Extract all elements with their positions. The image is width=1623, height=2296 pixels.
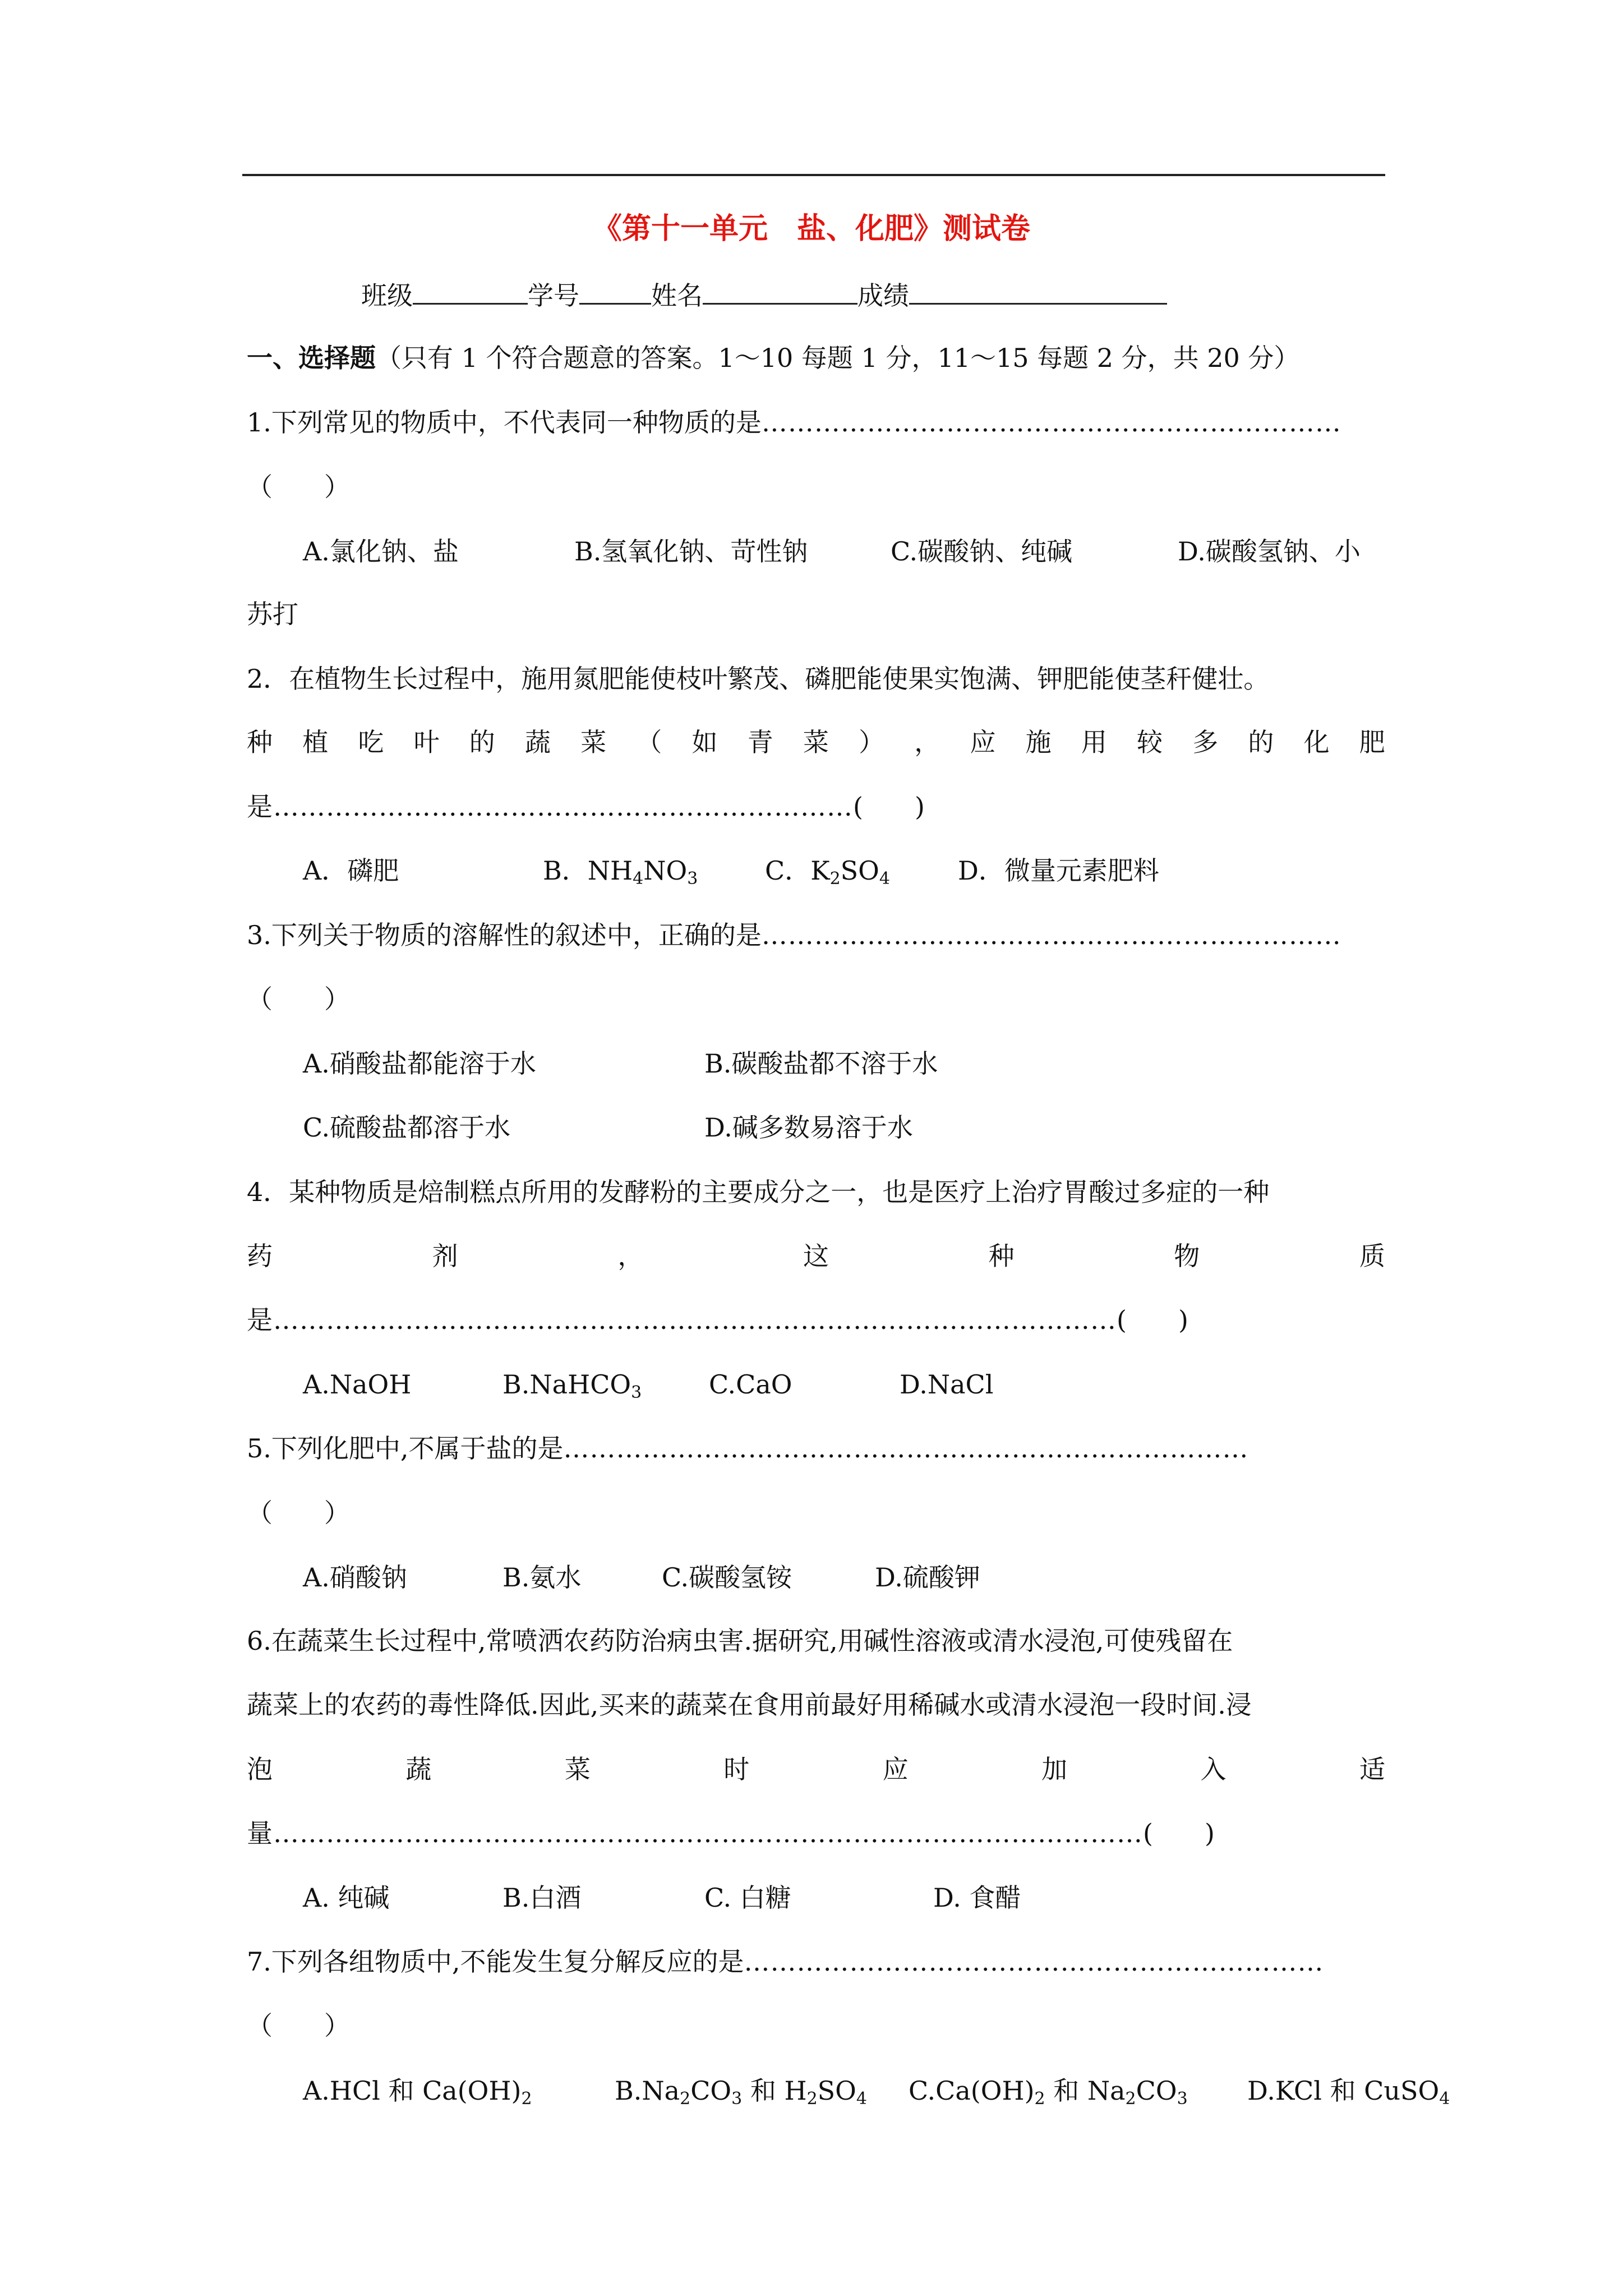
header-rule xyxy=(242,174,1385,176)
q2-char: 施 xyxy=(1025,727,1052,757)
question-4-line-2 xyxy=(247,1235,1385,1277)
q2-char: 的 xyxy=(1248,727,1274,757)
leader-dots: ………………………………………………………… xyxy=(761,920,1341,950)
q1-option-c: C.碳酸钠、纯碱 xyxy=(891,536,1073,567)
q6-char: 适 xyxy=(1359,1754,1385,1784)
number-blank[interactable] xyxy=(579,274,651,305)
question-6-line-4 xyxy=(247,1812,1215,1854)
q6-option-b: B.白酒 xyxy=(502,1883,582,1913)
answer-paren-6[interactable]: ( ) xyxy=(1143,1818,1215,1848)
q7-option-b: $B.Na_2CO_3$ 和 $H_2SO_4$ xyxy=(615,2076,867,2109)
q4-char: 质 xyxy=(1359,1241,1385,1271)
q4-option-d: D.NaCl xyxy=(900,1369,994,1400)
q4-char: 剂 xyxy=(432,1241,458,1271)
question-6-line-1: 6.在蔬菜生长过程中,常喷洒农药防治病虫害.据研究,用碱性溶液或清水浸泡,可使残留在 xyxy=(247,1626,1233,1656)
q1-option-b: B.氢氧化钠、苛性钠 xyxy=(574,536,808,567)
score-label: 成绩 xyxy=(857,280,909,311)
q7-option-a: A.HCl 和 $Ca(OH)_2$ xyxy=(303,2076,532,2109)
q2-option-d: D．微量元素肥料 xyxy=(958,855,1159,886)
q4-option-a: A.NaOH xyxy=(303,1369,412,1400)
question-7-text: 7.下列各组物质中,不能发生复分解反应的是 xyxy=(247,1947,744,1977)
q6-char: 时 xyxy=(723,1754,750,1784)
q5-option-c: C.碳酸氢铵 xyxy=(662,1562,792,1593)
q2-char: 应 xyxy=(970,727,996,757)
number-label: 学号 xyxy=(528,280,579,311)
q3-option-d: D.碱多数易溶于水 xyxy=(704,1112,913,1143)
q2-char: 多 xyxy=(1192,727,1219,757)
q6-char: 蔬 xyxy=(405,1754,432,1784)
leader-dots: 是………………………………………………………… xyxy=(247,792,853,822)
q5-option-d: D.硫酸钾 xyxy=(875,1562,980,1593)
q2-char: 青 xyxy=(747,727,773,757)
q6-option-d: D. 食醋 xyxy=(933,1883,1021,1913)
page-title: 《第十一单元 盐、化肥》测试卷 xyxy=(592,212,1030,246)
q2-char: ） xyxy=(859,727,885,757)
q7-option-d: D.KCl 和 CuSO$_4$ xyxy=(1247,2076,1450,2109)
question-2-line-1: 2．在植物生长过程中，施用氮肥能使枝叶繁茂、磷肥能使果实饱满、钾肥能使茎秆健壮。 xyxy=(247,664,1270,694)
leader-dots: …………………………………………………………………… xyxy=(563,1433,1249,1464)
q4-char: 物 xyxy=(1174,1241,1200,1271)
question-2-line-3 xyxy=(247,786,925,827)
q2-option-a: A．磷肥 xyxy=(303,855,399,886)
q4-char: 这 xyxy=(803,1241,829,1271)
question-1-stem xyxy=(247,402,1341,443)
section-1-heading-line xyxy=(247,337,1299,379)
q2-char: 化 xyxy=(1303,727,1330,757)
name-label: 姓名 xyxy=(651,280,703,311)
score-blank[interactable] xyxy=(909,274,1167,305)
q2-char: 的 xyxy=(469,727,495,757)
q2-char: （ xyxy=(636,727,662,757)
answer-paren-2[interactable]: ( ) xyxy=(853,792,925,822)
q2-option-b: B．$NH_4NO_3$ xyxy=(543,855,698,889)
q2-char: 种 xyxy=(247,727,273,757)
q6-option-a: A. 纯碱 xyxy=(303,1883,390,1913)
q3-option-a: A.硝酸盐都能溶于水 xyxy=(303,1048,536,1079)
question-6-line-3 xyxy=(247,1749,1385,1790)
leader-dots: 量……………………………………………………………………………………… xyxy=(247,1818,1143,1848)
q1-option-d: D.碳酸氢钠、小 xyxy=(1178,536,1361,567)
question-3-stem xyxy=(247,914,1341,956)
q7-option-c: $C.Ca(OH)_2$ 和 $Na_2CO_3$ xyxy=(909,2076,1188,2109)
q2-option-c: C．$K_2SO_4$ xyxy=(765,855,890,889)
answer-paren-3[interactable]: （ ） xyxy=(247,984,350,1014)
leader-dots: ………………………………………………………… xyxy=(744,1947,1324,1977)
answer-paren-5[interactable]: （ ） xyxy=(247,1498,350,1528)
q4-char: ， xyxy=(617,1241,644,1271)
q2-char: 如 xyxy=(691,727,718,757)
section-note: （只有 1 个符合题意的答案。1～10 每题 1 分，11～15 每题 2 分，共 20 分） xyxy=(376,343,1300,373)
leader-dots: 是…………………………………………………………………………………… xyxy=(247,1305,1117,1335)
question-5-text: 5.下列化肥中,不属于盐的是 xyxy=(247,1433,564,1464)
question-3-text: 3.下列关于物质的溶解性的叙述中，正确的是 xyxy=(247,920,762,950)
q1-option-a: A.氯化钠、盐 xyxy=(303,536,459,567)
leader-dots: ………………………………………………………… xyxy=(761,407,1341,438)
q4-char: 种 xyxy=(988,1241,1015,1271)
class-label: 班级 xyxy=(361,280,413,311)
q4-option-c: C.CaO xyxy=(709,1369,792,1400)
answer-paren-7[interactable]: （ ） xyxy=(247,2010,350,2041)
question-4-line-3 xyxy=(247,1299,1188,1341)
q6-char: 入 xyxy=(1200,1754,1227,1784)
question-4-line-1: 4．某种物质是焙制糕点所用的发酵粉的主要成分之一，也是医疗上治疗胃酸过多症的一种 xyxy=(247,1177,1270,1207)
question-1-text: 1.下列常见的物质中，不代表同一种物质的是 xyxy=(247,407,762,438)
q2-char: ， xyxy=(914,727,940,757)
q6-char: 菜 xyxy=(564,1754,591,1784)
question-7-stem xyxy=(247,1941,1324,1982)
q6-option-c: C. 白糖 xyxy=(704,1883,791,1913)
q3-option-c: C.硫酸盐都溶于水 xyxy=(303,1112,511,1143)
q4-option-b: B.NaHCO$_3$ xyxy=(502,1369,642,1402)
q2-char: 叶 xyxy=(413,727,440,757)
section-heading: 一、选择题 xyxy=(247,343,376,373)
q6-char: 加 xyxy=(1041,1754,1068,1784)
answer-paren-1[interactable]: （ ） xyxy=(247,472,350,502)
q3-option-b: B.碳酸盐都不溶于水 xyxy=(704,1048,938,1079)
q2-char: 肥 xyxy=(1359,727,1385,757)
q6-char: 泡 xyxy=(247,1754,273,1784)
name-blank[interactable] xyxy=(703,274,857,305)
q2-char: 植 xyxy=(302,727,329,757)
q2-char: 较 xyxy=(1137,727,1163,757)
q5-option-a: A.硝酸钠 xyxy=(303,1562,407,1593)
student-info-line xyxy=(361,274,1167,316)
question-5-stem xyxy=(247,1428,1249,1469)
q5-option-b: B.氨水 xyxy=(502,1562,582,1593)
question-2-line-2 xyxy=(247,721,1385,763)
class-blank[interactable] xyxy=(413,274,528,305)
answer-paren-4[interactable]: ( ) xyxy=(1117,1305,1188,1335)
q2-char: 菜 xyxy=(803,727,829,757)
question-6-line-2: 蔬菜上的农药的毒性降低.因此,买来的蔬菜在食用前最好用稀碱水或清水浸泡一段时间.浸 xyxy=(247,1690,1252,1720)
q2-char: 蔬 xyxy=(524,727,551,757)
q2-char: 菜 xyxy=(580,727,607,757)
q4-char: 药 xyxy=(247,1241,273,1271)
q1-option-d-continued: 苏打 xyxy=(247,599,298,629)
q2-char: 吃 xyxy=(358,727,384,757)
q2-char: 用 xyxy=(1081,727,1107,757)
q6-char: 应 xyxy=(882,1754,909,1784)
